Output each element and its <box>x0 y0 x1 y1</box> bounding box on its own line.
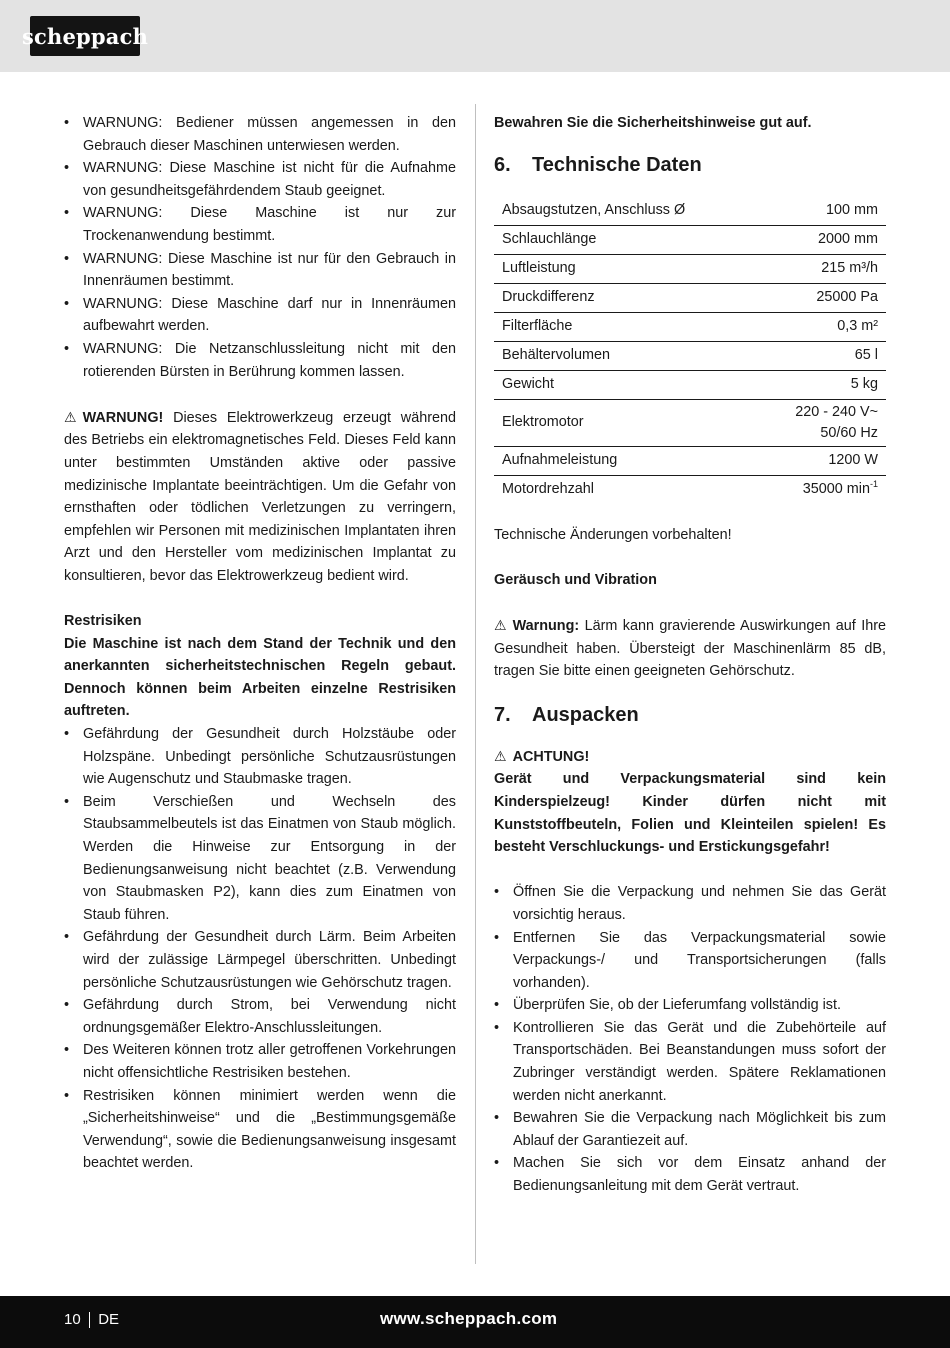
spec-row: Absaugstutzen, Anschluss Ø 100 mm <box>494 197 886 226</box>
section-6-heading: 6. Technische Daten <box>494 153 702 176</box>
unpack-item: • Machen Sie sich vor dem Einsatz anhand der Bedienungsanleitung mit dem Gerät vertraut. <box>494 1152 886 1197</box>
attention-text: Gerät und Verpackungsmaterial sind kein Kinderspielzeug! Kinder dürfen nicht mit Kunststoffbeuteln, Folien und Kleinteilen spielen! Es besteht Verschluckungs- und Erstickungsgefahr! <box>494 771 886 856</box>
residual-risk-item: • Gefährdung der Gesundheit durch Lärm. Beim Arbeiten wird der zulässige Lärmpegel überschritten. Unbedingt persönliche Schutzausrüstungen wie Gehörschutz tragen. <box>64 926 456 994</box>
spec-row: Schlauchlänge 2000 mm <box>494 225 886 254</box>
scheppach-logo: scheppach <box>30 16 140 56</box>
language-code: DE <box>98 1311 120 1328</box>
page-separator <box>89 1312 91 1328</box>
header-band <box>0 0 950 72</box>
unpack-item: • Entfernen Sie das Verpackungsmaterial sowie Verpackungs-/ und Transportsicherungen (falls vorhanden). <box>494 927 886 995</box>
technical-changes-note: Technische Änderungen vorbehalten! <box>494 526 732 543</box>
technical-data-table <box>494 197 886 504</box>
residual-risk-item: • Des Weiteren können trotz aller getroffenen Vorkehrungen nicht offensichtliche Restrisiken bestehen. <box>64 1039 456 1084</box>
unpacking-list <box>494 881 886 1197</box>
spec-row: Behältervolumen 65 l <box>494 341 886 370</box>
spec-row: Gewicht 5 kg <box>494 370 886 399</box>
noise-warning: ⚠ Warnung: Lärm kann gravierende Auswirkungen auf Ihre Gesundheit haben. Übersteigt der Maschinenlärm 85 dB, tragen Sie bitte einen geeigneten Gehörschutz. <box>494 614 886 683</box>
footer-bar <box>0 1296 950 1348</box>
keep-safety-notice: Bewahren Sie die Sicherheitshinweise gut auf. <box>494 115 812 131</box>
attention-label: ⚠ ACHTUNG! <box>494 745 886 769</box>
spec-row: Luftleistung 215 m³/h <box>494 254 886 283</box>
spec-row: Motordrehzahl 35000 $\min^{-1}$ <box>502 479 878 498</box>
unpack-item: • Bewahren Sie die Verpackung nach Möglichkeit bis zum Ablauf der Garantiezeit auf. <box>494 1107 886 1152</box>
warning-triangle-icon: ⚠ <box>64 408 77 425</box>
spec-row: Elektromotor 220 - 240 V~ 50/60 Hz <box>494 399 886 446</box>
residual-risks-list <box>64 723 456 1175</box>
page-number: 10 <box>64 1311 81 1328</box>
spec-row: Aufnahmeleistung 1200 W <box>494 446 886 475</box>
warning-item: • WARNUNG: Bediener müssen angemessen in den Gebrauch dieser Maschinen unterwiesen werden. <box>64 112 456 157</box>
page-indicator <box>64 1311 119 1328</box>
website-link[interactable]: www.scheppach.com <box>380 1309 558 1328</box>
warning-triangle-icon: ⚠ <box>494 747 507 764</box>
warning-item: • WARNUNG: Diese Maschine ist nur für den Gebrauch in Innenräumen bestimmt. <box>64 248 456 293</box>
warning-item: • WARNUNG: Diese Maschine darf nur in Innenräumen aufbewahrt werden. <box>64 293 456 338</box>
unpack-item: • Überprüfen Sie, ob der Lieferumfang vollständig ist. <box>494 994 886 1017</box>
residual-risk-item: • Gefährdung durch Strom, bei Verwendung nicht ordnungsgemäßer Elektro-Anschlussleitungen. <box>64 994 456 1039</box>
left-column <box>64 112 456 1175</box>
residual-risk-item: • Restrisiken können minimiert werden wenn die „Sicherheitshinweise“ und die „Bestimmungsgemäße Verwendung“, sowie die Bedienungsanweisung insgesamt beachtet werden. <box>64 1085 456 1175</box>
unpack-item: • Kontrollieren Sie das Gerät und die Zubehörteile auf Transportschäden. Bei Beanstandungen muss sofort der Zubringer verständigt werden. Spätere Reklamationen werden nicht anerkannt. <box>494 1017 886 1107</box>
warning-triangle-icon: ⚠ <box>494 616 507 633</box>
warning-list <box>64 112 456 383</box>
section-7-heading: 7. Auspacken <box>494 703 639 726</box>
residual-risk-item: • Beim Verschießen und Wechseln des Staubsammelbeutels ist das Einatmen von Staub möglich. Werden die Hinweise zur Entsorgung in der Bedienungsanweisung nicht beachtet (z.B. Verwendung von Staubmasken P2), kann dies zum Einatmen von Staub führen. <box>64 791 456 927</box>
unpack-item: • Öffnen Sie die Verpackung und nehmen Sie das Gerät vorsichtig heraus. <box>494 881 886 926</box>
column-divider <box>475 104 476 1264</box>
residual-risks-intro: Die Maschine ist nach dem Stand der Technik und den anerkannten sicherheitstechnischen Regeln gebaut. Dennoch können beim Arbeiten einzelne Restrisiken auftreten. <box>64 635 456 720</box>
residual-risks-title: Restrisiken <box>64 613 142 630</box>
spec-row: Druckdifferenz 25000 Pa <box>494 283 886 312</box>
warning-item: • WARNUNG: Diese Maschine ist nur zur Trockenanwendung bestimmt. <box>64 202 456 247</box>
warning-item: • WARNUNG: Die Netzanschlussleitung nicht mit den rotierenden Bürsten in Berührung kommen lassen. <box>64 338 456 383</box>
em-warning-label: WARNUNG! <box>82 409 164 426</box>
right-column <box>494 112 886 1198</box>
residual-risk-item: • Gefährdung der Gesundheit durch Holzstäube oder Holzspäne. Unbedingt persönliche Schutzausrüstungen wie Augenschutz und Staubmaske tragen. <box>64 723 456 791</box>
spec-row: Filterfläche 0,3 m² <box>494 312 886 341</box>
noise-vibration-title: Geräusch und Vibration <box>494 571 657 588</box>
em-field-warning <box>64 406 456 588</box>
warning-item: • WARNUNG: Diese Maschine ist nicht für die Aufnahme von gesundheitsgefährdendem Staub geeignet. <box>64 157 456 202</box>
em-warning-text: Dieses Elektrowerkzeug erzeugt während des Betriebs ein elektromagnetisches Feld. Dieses Feld kann unter bestimmten Umständen aktive oder passive medizinische Implantate beeinträchtigen. Um die Gefahr von ernsthaften oder tödlichen Verletzungen zu verringern, empfehlen wir Personen mit medizinischen Implantaten ihren Arzt und den Hersteller vom medizinischen Implantat zu konsultieren, bevor das Elektrowerkzeug bedient wird. <box>64 409 456 584</box>
